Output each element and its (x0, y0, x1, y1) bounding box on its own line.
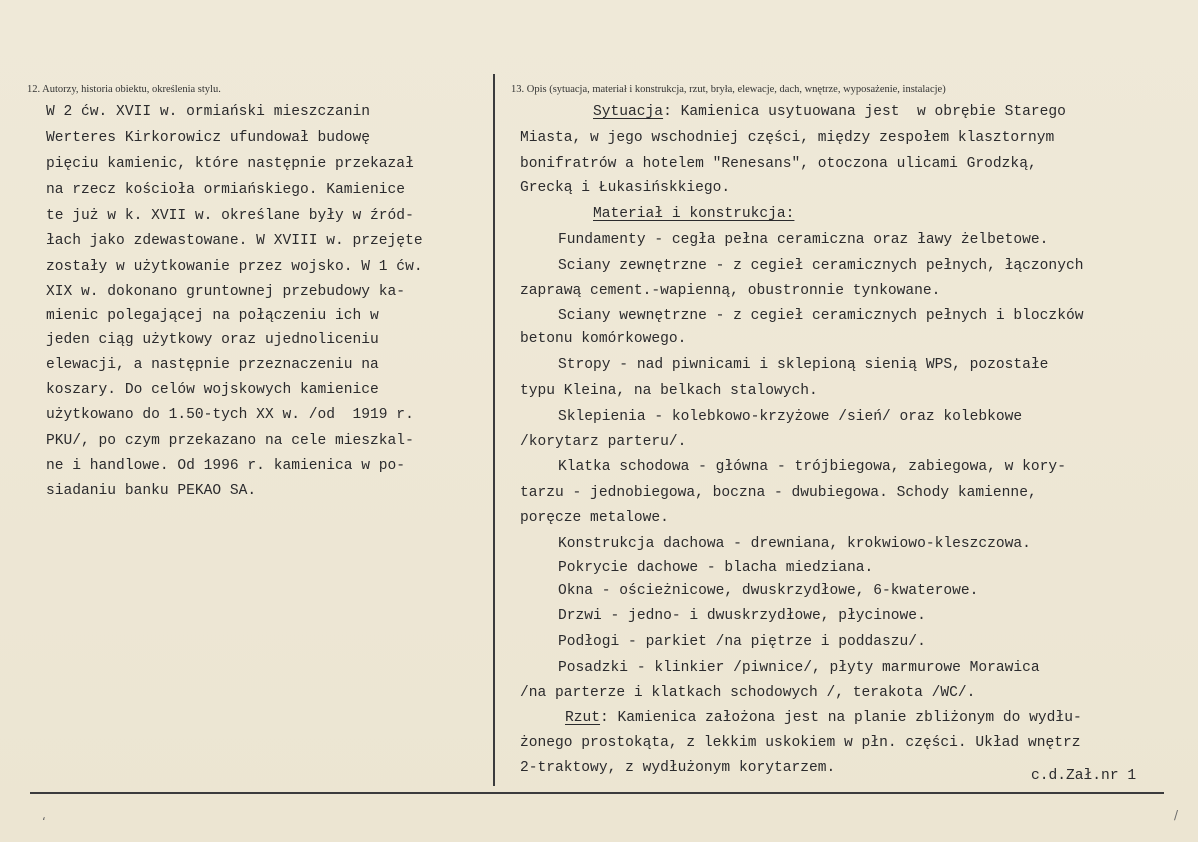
rzut-text: : Kamienica założona jest na planie zbliżonym do wydłu- (600, 710, 1082, 726)
spec-line: /korytarz parteru/. (520, 434, 687, 450)
spec-line: Podłogi - parkiet /na piętrze i poddaszu/. (558, 634, 926, 650)
history-line: mienic polegającej na połączeniu ich w (46, 308, 379, 324)
spec-line: /na parterze i klatkach schodowych /, terakota /WC/. (520, 685, 976, 701)
history-line: XIX w. dokonano gruntownej przebudowy ka- (46, 284, 406, 300)
history-line: Werteres Kirkorowicz ufundował budowę (46, 130, 371, 146)
left-section-header: 12. Autorzy, historia obiektu, określenia stylu. (27, 84, 221, 95)
history-line: jeden ciąg użytkowy oraz ujednoliceniu (46, 332, 379, 348)
rzut-heading: Rzut (565, 710, 601, 726)
history-line: siadaniu banku PEKAO SA. (46, 483, 257, 499)
spec-line: Konstrukcja dachowa - drewniana, krokwiowo-kleszczowa. (558, 536, 1031, 552)
sytuacja-line: Grecką i Łukasińskkiego. (520, 180, 731, 196)
spec-line: Sciany zewnętrzne - z cegieł ceramicznych pełnych, łączonych (558, 258, 1084, 274)
spec-line: Posadzki - klinkier /piwnice/, płyty marmurowe Morawica (558, 660, 1040, 676)
history-line: elewacji, a następnie przeznaczeniu na (46, 357, 379, 373)
spec-line: Sciany wewnętrzne - z cegieł ceramicznych pełnych i bloczków (558, 308, 1084, 324)
history-line: PKU/, po czym przekazano na cele mieszkal- (46, 433, 414, 449)
attachment-reference: c.d.Zał.nr 1 (1031, 768, 1137, 784)
column-divider (493, 74, 495, 786)
material-heading: Materiał i konstrukcja: (593, 206, 795, 222)
bottom-rule (30, 792, 1164, 794)
history-line: koszary. Do celów wojskowych kamienice (46, 382, 379, 398)
spec-line: Okna - ościeżnicowe, dwuskrzydłowe, 6-kwaterowe. (558, 583, 979, 599)
history-line: na rzecz kościoła ormiańskiego. Kamienice (46, 182, 406, 198)
history-line: ne i handlowe. Od 1996 r. kamienica w po- (46, 458, 406, 474)
spec-line: tarzu - jednobiegowa, boczna - dwubiegowa. Schody kamienne, (520, 485, 1037, 501)
sytuacja-paragraph-first-line (593, 104, 1066, 120)
history-line: zostały w użytkowanie przez wojsko. W 1 ćw. (46, 259, 423, 275)
spec-line: Pokrycie dachowe - blacha miedziana. (558, 560, 874, 576)
history-line: pięciu kamienic, które następnie przekazał (46, 156, 414, 172)
spec-line: poręcze metalowe. (520, 510, 669, 526)
sytuacja-text: : Kamienica usytuowana jest w obrębie Starego (663, 104, 1066, 120)
history-line: łach jako zdewastowane. W XVIII w. przejęte (46, 233, 423, 249)
right-section-header: 13. Opis (sytuacja, materiał i konstrukcja, rzut, bryła, elewacje, dach, wnętrze, wyposażenie, instalacje) (511, 84, 946, 95)
spec-line: Drzwi - jedno- i dwuskrzydłowe, płycinowe. (558, 608, 926, 624)
spec-line: typu Kleina, na belkach stalowych. (520, 383, 818, 399)
spec-line: Fundamenty - cegła pełna ceramiczna oraz ławy żelbetowe. (558, 232, 1049, 248)
rzut-paragraph-first-line (565, 710, 1082, 726)
history-line: użytkowano do 1.50-tych XX w. /od 1919 r. (46, 407, 414, 423)
spec-line: betonu komórkowego. (520, 331, 687, 347)
sytuacja-line: bonifratrów a hotelem "Renesans", otoczona ulicami Grodzką, (520, 156, 1037, 172)
sytuacja-line: Miasta, w jego wschodniej części, między zespołem klasztornym (520, 130, 1055, 146)
rzut-line: 2-traktowy, z wydłużonym korytarzem. (520, 760, 836, 776)
spec-line: zaprawą cement.-wapienną, obustronnie tynkowane. (520, 283, 941, 299)
sytuacja-heading: Sytuacja (593, 104, 664, 120)
history-line: te już w k. XVII w. określane były w źród- (46, 208, 414, 224)
spec-line: Sklepienia - kolebkowo-krzyżowe /sień/ oraz kolebkowe (558, 409, 1023, 425)
history-line: W 2 ćw. XVII w. ormiański mieszczanin (46, 104, 371, 120)
rzut-line: żonego prostokąta, z lekkim uskokiem w płn. części. Układ wnętrz (520, 735, 1081, 751)
corner-tick-mark: ‘ (42, 815, 46, 829)
spec-line: Klatka schodowa - główna - trójbiegowa, zabiegowa, w kory- (558, 459, 1066, 475)
spec-line: Stropy - nad piwnicami i sklepioną sienią WPS, pozostałe (558, 357, 1049, 373)
corner-slash-mark: / (1174, 808, 1179, 822)
